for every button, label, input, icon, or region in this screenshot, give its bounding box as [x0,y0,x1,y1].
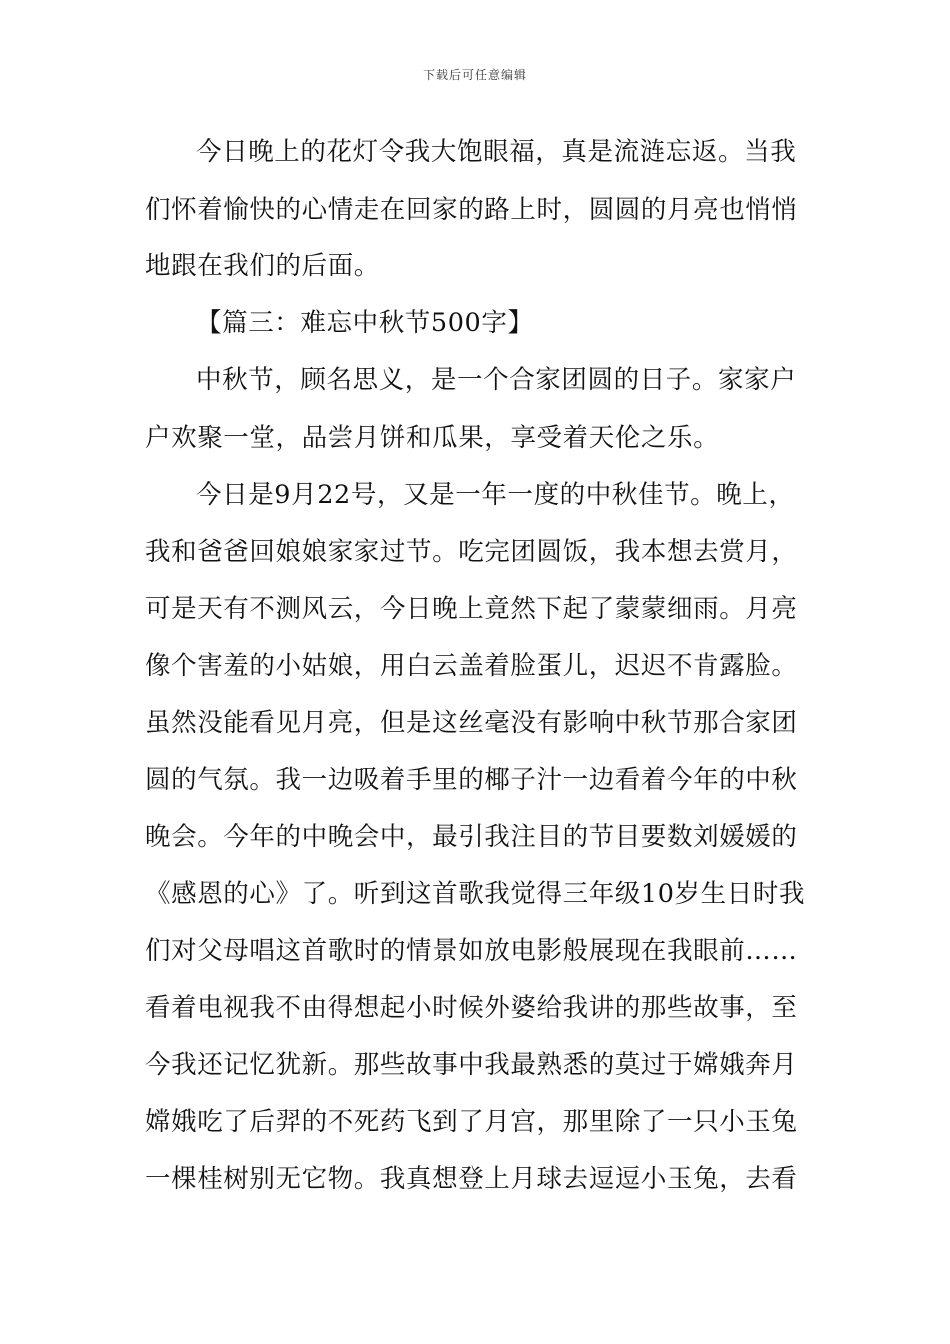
section-heading: 【篇三：难忘中秋节500字】 [196,308,534,338]
paragraph-line: 圆的气氛。我一边吸着手里的椰子汁一边看着今年的中秋 [145,765,798,795]
paragraph-line: 一棵桂树别无它物。我真想登上月球去逗逗小玉兔，去看 [145,1164,798,1194]
paragraph-line: 看着电视我不由得想起小时候外婆给我讲的那些故事，至 [145,993,798,1023]
paragraph-line: 可是天有不测风云，今日晚上竟然下起了蒙蒙细雨。月亮 [145,594,798,624]
paragraph-line: 今日晚上的花灯令我大饱眼福，真是流涟忘返。当我 [196,137,797,167]
paragraph-line: 们对父母唱这首歌时的情景如放电影般展现在我眼前…… [145,936,798,966]
paragraph-line: 虽然没能看见月亮，但是这丝毫没有影响中秋节那合家团 [145,708,798,738]
paragraph-line: 嫦娥吃了后羿的不死药飞到了月宫，那里除了一只小玉兔 [145,1107,798,1137]
paragraph-line: 今我还记忆犹新。那些故事中我最熟悉的莫过于嫦娥奔月 [145,1050,798,1080]
paragraph-line: 今日是9月22号，又是一年一度的中秋佳节。晚上， [196,480,795,510]
paragraph-line: 地跟在我们的后面。 [145,251,380,281]
paragraph-line: 我和爸爸回娘娘家家过节。吃完团圆饭，我本想去赏月， [145,537,798,567]
paragraph-line: 像个害羞的小姑娘，用白云盖着脸蛋儿，迟迟不肯露脸。 [145,651,798,681]
paragraph-line: 晚会。今年的中晚会中，最引我注目的节目要数刘媛媛的 [145,822,798,852]
paragraph-line: 《感恩的心》了。听到这首歌我觉得三年级10岁生日时我 [145,879,806,909]
paragraph-line: 户欢聚一堂，品尝月饼和瓜果，享受着天伦之乐。 [145,423,720,453]
paragraph-line: 中秋节，顾名思义，是一个合家团圆的日子。家家户 [196,365,797,395]
paragraph-line: 们怀着愉快的心情走在回家的路上时，圆圆的月亮也悄悄 [145,195,798,225]
page-header: 下载后可任意编辑 [422,68,527,82]
